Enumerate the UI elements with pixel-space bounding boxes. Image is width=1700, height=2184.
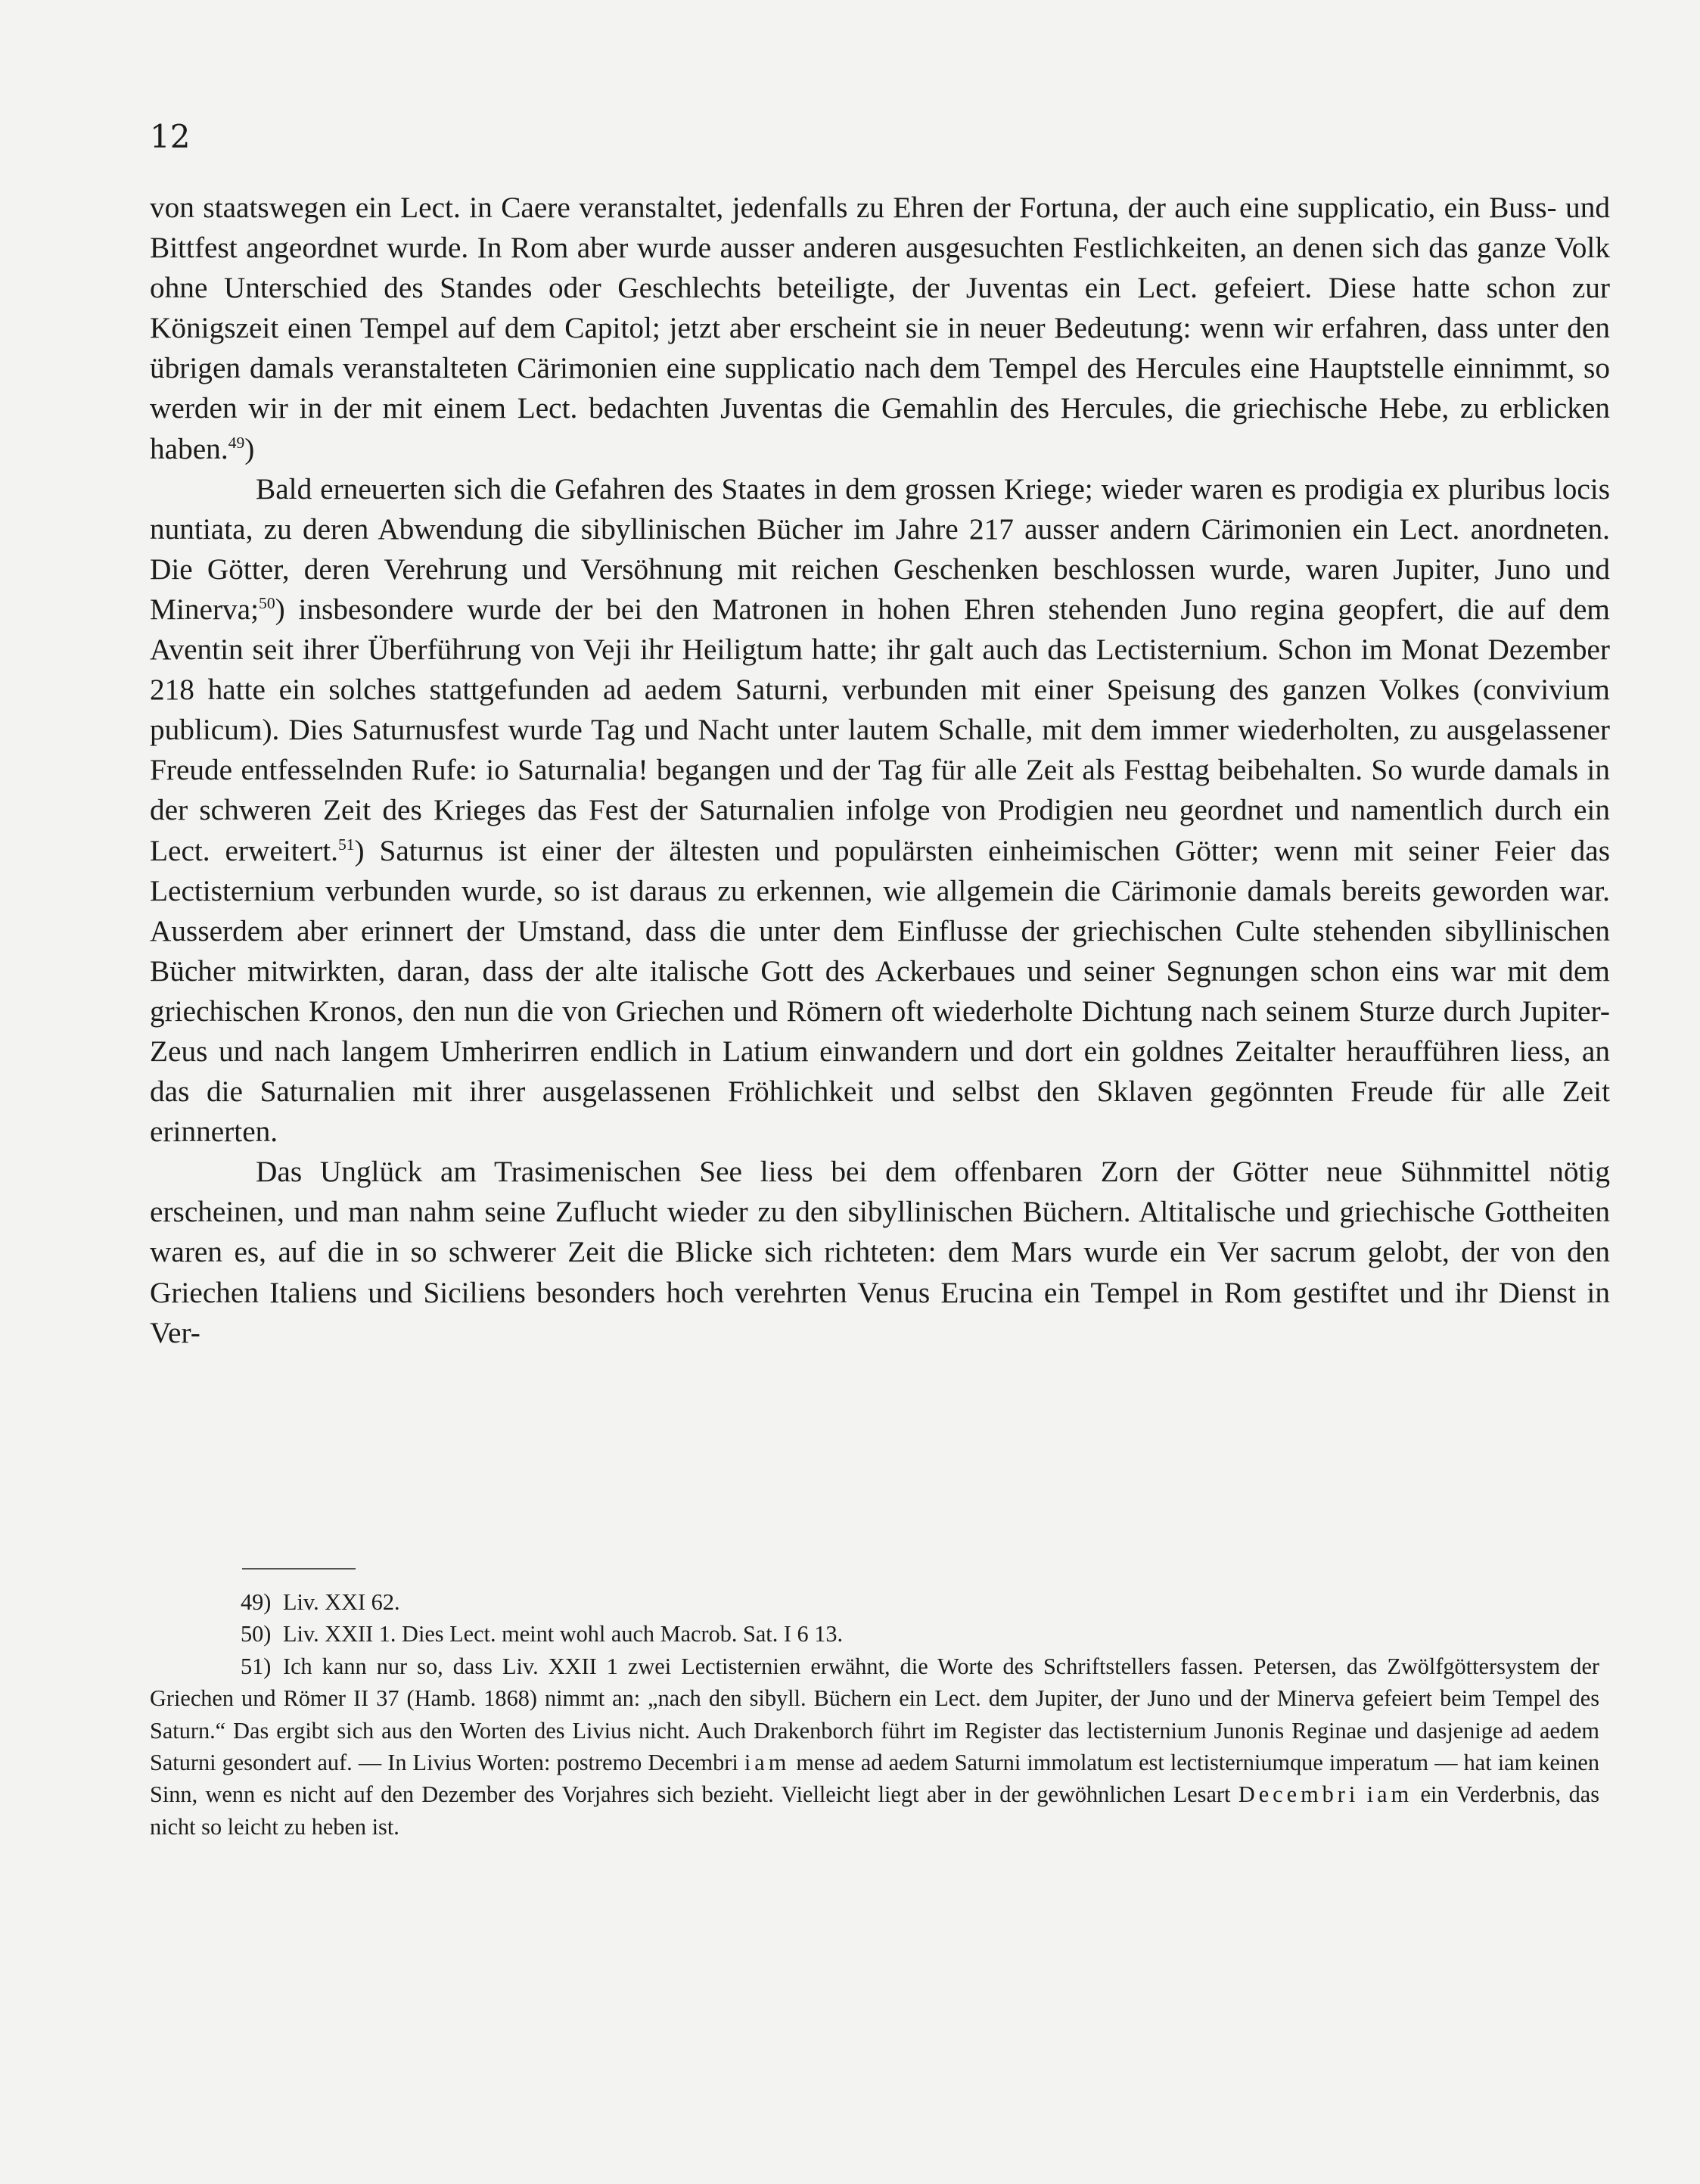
footnote-text-b: mense ad aedem Saturni immolatum est lectisterniumque imperatum — hat iam keinen Sinn, wenn es nicht auf den Dezember des Vorjahres sich bezieht. Vielleicht liegt aber in der gewöhnlichen Lesart xyxy=(150,1750,1599,1808)
footnote-ref-50: 50 xyxy=(259,593,275,612)
footnote-ref-51: 51 xyxy=(337,835,355,854)
paragraph-2-text-a: Bald erneuerten sich die Gefahren des Staates in dem grossen Kriege; wieder waren es prodigia ex pluribus locis nuntiata, zu deren Abwendung die sibyllinischen Bücher im Jahre 217 ausser andern Cärimonien ein Lect. anordneten. Die Götter, deren Verehrung und Versöhnung mit reichen Geschenken beschlossen wurde, waren Jupiter, Juno und Minerva; xyxy=(150,471,1610,626)
main-text xyxy=(150,188,1610,1353)
footnote-51 xyxy=(150,1650,1599,1843)
footnotes xyxy=(150,1586,1599,1843)
footnote-text-a: Ich kann nur so, dass Liv. XXII 1 zwei Lectisternien erwähnt, die Worte des Schriftstellers fassen. Petersen, das Zwölfgöttersystem der Griechen und Römer II 37 (Hamb. 1868) nimmt an: „nach den sibyll. Büchern ein Lect. dem Jupiter, der Juno und der Minerva gefeiert beim Tempel des Saturn.“ Das ergibt sich aus den Worten des Livius nicht. Auch Drakenborch führt im Register das lectisternium Junonis Reginae und dasjenige ad aedem Saturni gesondert auf. — In Livius Worten: postremo Decembri xyxy=(150,1653,1599,1776)
footnote-number: 50) xyxy=(241,1621,272,1647)
footnote-ref-49: 49 xyxy=(228,433,245,452)
footnote-spaced-iam-2: iam xyxy=(1366,1781,1413,1808)
paragraph-2-text-b: ) insbesondere wurde der bei den Matronen in hohen Ehren stehenden Juno regina geopfert, die auf dem Aventin seit ihrer Überführung von Veji ihr Heiligtum hatte; ihr galt auch das Lectisternium. Schon im Monat Dezember 218 hatte ein solches stattgefunden ad aedem Saturni, verbunden mit einer Speisung des ganzen Volkes (convivium publicum). Dies Saturnusfest wurde Tag und Nacht unter lautem Schalle, mit dem immer wiederholten, zu ausgelassener Freude entfesselnden Rufe: io Saturnalia! begangen und der Tag für alle Zeit als Festtag beibehalten. So wurde damals in der schweren Zeit des Krieges das Fest der Saturnalien infolge von Prodigien neu geordnet und namentlich durch ein Lect. erweitert. xyxy=(150,592,1610,867)
footnote-ref-49-close: ) xyxy=(244,431,255,465)
paragraph-1 xyxy=(150,188,1610,469)
paragraph-2 xyxy=(150,469,1610,1153)
footnote-50 xyxy=(150,1618,1599,1650)
paragraph-2-text-c: ) Saturnus ist einer der ältesten und populärsten einheimischen Götter; wenn mit seiner Feier das Lectisternium verbunden wurde, so ist daraus zu erkennen, wie allgemein die Cärimonie damals bereits geworden war. Ausserdem aber erinnert der Umstand, dass die unter dem Einflusse der griechischen Culte stehenden sibyllinischen Bücher mitwirkten, daran, dass der alte italische Gott des Ackerbaues und seiner Segnungen schon eins war mit dem griechischen Kronos, den nun die von Griechen und Römern oft wiederholte Dichtung nach seinem Sturze durch Jupiter-Zeus und nach langem Umherirren endlich in Latium einwandern und dort ein goldnes Zeitalter heraufführen liess, an das die Saturnalien mit ihrer ausgelassenen Fröhlichkeit und selbst den Sklaven gegönnten Freude für alle Zeit erinnerten. xyxy=(150,833,1610,1149)
footnote-text: Liv. XXII 1. Dies Lect. meint wohl auch Macrob. Sat. I 6 13. xyxy=(283,1621,844,1647)
footnote-number: 51) xyxy=(241,1653,272,1679)
page-number: 12 xyxy=(150,118,191,155)
footnote-49 xyxy=(150,1586,1599,1618)
footnote-spaced-decembri: Decembri xyxy=(1238,1781,1360,1808)
paragraph-3: Das Unglück am Trasimenischen See liess bei dem offenbaren Zorn der Götter neue Sühnmittel nötig erscheinen, und man nahm seine Zuflucht wieder zu den sibyllinischen Büchern. Altitalische und griechische Gottheiten waren es, auf die in so schwerer Zeit die Blicke sich richteten: dem Mars wurde ein Ver sacrum gelobt, der von den Griechen Italiens und Siciliens besonders hoch verehrten Venus Erucina ein Tempel in Rom gestiftet und ihr Dienst in Ver- xyxy=(150,1155,1610,1349)
footnote-number: 49) xyxy=(241,1589,272,1615)
footnote-text-c: ein Verderbnis, das nicht so leicht zu heben ist. xyxy=(150,1781,1600,1840)
footnote-spaced-iam: iam xyxy=(744,1750,791,1776)
footnote-divider xyxy=(242,1568,356,1570)
paragraph-1-text: von staatswegen ein Lect. in Caere veranstaltet, jedenfalls zu Ehren der Fortuna, der auch eine supplicatio, ein Buss- und Bittfest angeordnet wurde. In Rom aber wurde ausser anderen ausgesuchten Festlichkeiten, an denen sich das ganze Volk ohne Unterschied des Standes oder Geschlechts beteiligte, der Juventas ein Lect. gefeiert. Diese hatte schon zur Königszeit einen Tempel auf dem Capitol; jetzt aber erscheint sie in neuer Bedeutung: wenn wir erfahren, dass unter den übrigen damals veranstalteten Cärimonien eine supplicatio nach dem Tempel des Hercules eine Hauptstelle einnimmt, so werden wir in der mit einem Lect. bedachten Juventas die Gemahlin des Hercules, die griechische Hebe, zu erblicken haben. xyxy=(150,191,1610,465)
footnote-text: Liv. XXI 62. xyxy=(283,1589,400,1615)
